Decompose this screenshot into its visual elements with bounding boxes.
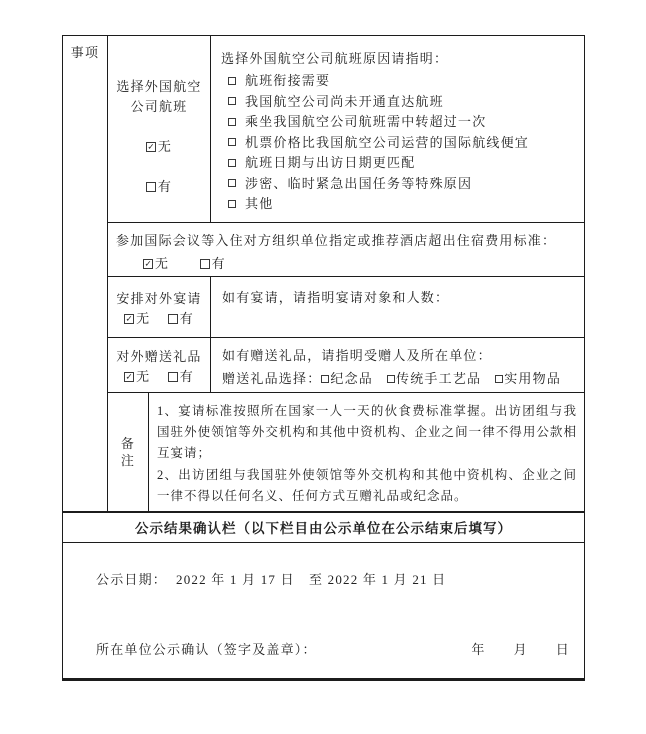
flight-reason-item: 涉密、临时紧急出国任务等特殊原因: [221, 174, 578, 195]
checkbox-unchecked-icon: [228, 179, 236, 187]
checkbox-unchecked-icon: [228, 159, 236, 167]
flight-label-line1: 选择外国航空: [116, 79, 202, 94]
gifts-options: [108, 367, 210, 387]
flight-reason-item: 机票价格比我国航空公司运营的国际航线便宜: [221, 133, 578, 154]
hotel-yes-option: 有: [200, 256, 226, 271]
banquet-label: 安排对外宴请: [116, 291, 202, 306]
row-banquet: [108, 277, 584, 338]
flight-yes-option: 有: [108, 177, 210, 197]
checkbox-unchecked-icon: [387, 375, 395, 383]
banquet-yes-option: 有: [168, 311, 194, 326]
row-remarks: [108, 393, 584, 511]
publicity-date-line: [96, 570, 446, 590]
flight-reason-item: 航班日期与出访日期更匹配: [221, 153, 578, 174]
row-hotel-standard: [108, 223, 584, 277]
gifts-no-option: ✓ 无: [125, 369, 151, 384]
checkbox-unchecked-icon: [146, 182, 156, 192]
gifts-prompt: 如有赠送礼品，请指明受赠人及所在单位：: [222, 348, 492, 363]
checkbox-unchecked-icon: [168, 372, 178, 382]
flight-reason-item: 其他: [221, 194, 578, 215]
checkbox-unchecked-icon: [228, 138, 236, 146]
gift-choice-item: 纪念品: [321, 371, 373, 386]
hotel-question: 参加国际会议等入住对方组织单位指定或推荐酒店超出住宿费用标准：: [116, 233, 557, 248]
publicity-date-value: 2022 年 1 月 17 日 至 2022 年 1 月 21 日: [176, 572, 447, 587]
remarks-label-cell: 备 注: [108, 393, 149, 511]
flight-no-option: ✓ 无: [147, 139, 173, 154]
item-column-header: 事项: [63, 36, 108, 511]
gifts-yes-option: 有: [168, 369, 194, 384]
confirmation-section-header: 公示结果确认栏（以下栏目由公示单位在公示结束后填写）: [63, 511, 584, 543]
flight-reason-item: 乘坐我国航空公司航班需中转超过一次: [221, 112, 578, 133]
checkbox-checked-icon: ✓: [144, 258, 152, 269]
year-label: 年: [471, 642, 486, 657]
form-items-section: [63, 36, 584, 511]
sign-label: 所在单位公示确认（签字及盖章）：: [96, 642, 317, 657]
checkbox-unchecked-icon: [228, 77, 236, 85]
checkbox-unchecked-icon: [168, 314, 178, 324]
hotel-options: [116, 254, 578, 274]
checkbox-unchecked-icon: [228, 118, 236, 126]
flight-reasons-title: 选择外国航空公司航班原因请指明：: [221, 51, 449, 66]
remarks-content-cell: [149, 393, 584, 511]
row-gifts: [108, 338, 584, 393]
gifts-detail-cell: [211, 338, 584, 392]
flight-label-cell: [108, 36, 211, 222]
publicity-date-label: 公示日期：: [96, 572, 168, 587]
checkbox-checked-icon: ✓: [147, 141, 155, 152]
gift-choice-item: 实用物品: [495, 371, 561, 386]
gifts-choice-prefix: 赠送礼品选择：: [222, 371, 322, 386]
checkbox-checked-icon: ✓: [125, 371, 133, 382]
month-label: 月: [513, 642, 528, 657]
checkbox-unchecked-icon: [200, 259, 210, 269]
hotel-no-option: ✓ 无: [144, 256, 170, 271]
remark-item: 1、宴请标准按照所在国家一人一天的伙食费标准掌握。出访团组与我国驻外使领馆等外交机构和其他中资机构、企业之间一律不得用公款相互宴请；: [157, 404, 577, 461]
day-label: 日: [555, 642, 570, 657]
checkbox-unchecked-icon: [495, 375, 503, 383]
row-flight-selection: [108, 36, 584, 223]
confirmation-body: [63, 543, 584, 678]
year-month-day-fields: [471, 640, 570, 660]
approval-form-table: [62, 35, 585, 681]
checkbox-unchecked-icon: [321, 375, 329, 383]
gifts-label-cell: [108, 338, 211, 392]
banquet-no-option: ✓ 无: [125, 311, 151, 326]
flight-label-line2: 公司航班: [130, 99, 188, 114]
checkbox-checked-icon: ✓: [125, 313, 133, 324]
banquet-prompt: 如有宴请，请指明宴请对象和人数：: [222, 290, 450, 305]
flight-reason-item: 航班衔接需要: [221, 71, 578, 92]
banquet-options: [108, 309, 210, 329]
checkbox-unchecked-icon: [228, 200, 236, 208]
remark-item: 2、出访团组与我国驻外使领馆等外交机构和其他中资机构、企业之间一律不得以任何名义、任何方式互赠礼品或纪念品。: [157, 467, 577, 503]
flight-reasons-cell: [211, 36, 584, 222]
banquet-label-cell: [108, 277, 211, 337]
gifts-choice-line: [222, 367, 578, 390]
checkbox-unchecked-icon: [228, 97, 236, 105]
unit-confirmation-line: [96, 640, 570, 660]
gifts-label: 对外赠送礼品: [116, 349, 202, 364]
gift-choice-item: 传统手工艺品: [387, 371, 481, 386]
flight-reason-item: 我国航空公司尚未开通直达航班: [221, 92, 578, 113]
